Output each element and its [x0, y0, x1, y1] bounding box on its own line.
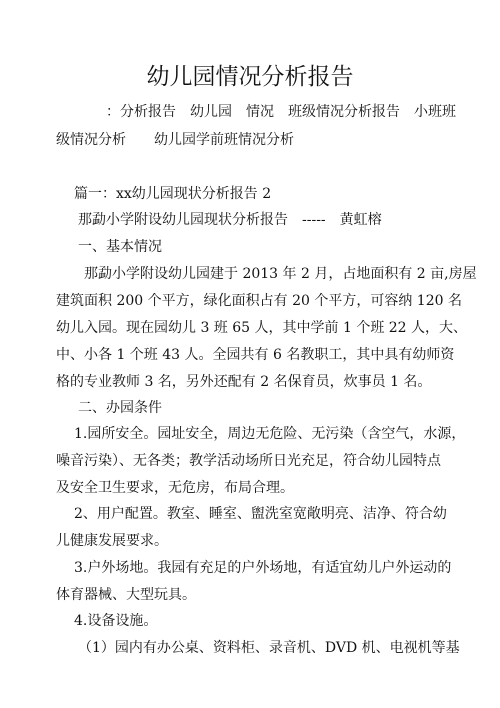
paragraph-line: 4.设备设施。: [74, 613, 158, 629]
report-subtitle: 那勐小学附设幼儿园现状分析报告 ----- 黄虹榕: [78, 212, 382, 228]
paragraph-line: 1.园所安全。园址安全，周边无危险、无污染（含空气，水源，: [74, 426, 466, 442]
section-heading-1: 篇一：xx幼儿园现状分析报告 2: [74, 186, 272, 202]
paragraph-line: 那勐小学附设幼儿园建于 2013 年 2 月，占地面积有 2 亩,房屋: [70, 266, 477, 282]
paragraph-line: 格的专业教师 3 名，另外还配有 2 名保育员，炊事员 1 名。: [56, 374, 432, 390]
paragraph-line: 建筑面积 200 个平方，绿化面积占有 20 个平方，可容纳 120 名: [56, 293, 462, 309]
paragraph-line: 2、用户配置。教室、睡室、盥洗室宽敞明亮、洁净、符合幼: [74, 506, 447, 522]
heading-conditions: 二、办园条件: [78, 400, 162, 416]
paragraph-line: 噪音污染）、无各类；教学活动场所日光充足，符合幼儿园特点: [56, 453, 441, 469]
paragraph-line: （1）园内有办公桌、资料柜、录音机、DVD 机、电视机等基: [78, 640, 460, 656]
document-title: 幼儿园情况分析报告: [146, 64, 354, 90]
paragraph-line: 及安全卫生要求，无危房，布局合理。: [56, 480, 294, 496]
keywords-line-2: 级情况分析 幼儿园学前班情况分析: [56, 132, 294, 148]
paragraph-line: 中、小各 1 个班 43 人。全园共有 6 名教职工，其中具有幼师资: [56, 347, 455, 363]
heading-basic-info: 一、基本情况: [78, 239, 162, 255]
paragraph-line: 3.户外场地。我园有充足的户外场地，有适宜幼儿户外运动的: [74, 560, 452, 576]
keywords-line-1: ：分析报告 幼儿园 情况 班级情况分析报告 小班班: [106, 104, 456, 120]
paragraph-line: 幼儿入园。现在园幼儿 3 班 65 人，其中学前 1 个班 22 人，大、: [56, 320, 468, 336]
paragraph-line: 体育器械、大型玩具。: [56, 587, 196, 603]
paragraph-line: 儿健康发展要求。: [56, 533, 168, 549]
